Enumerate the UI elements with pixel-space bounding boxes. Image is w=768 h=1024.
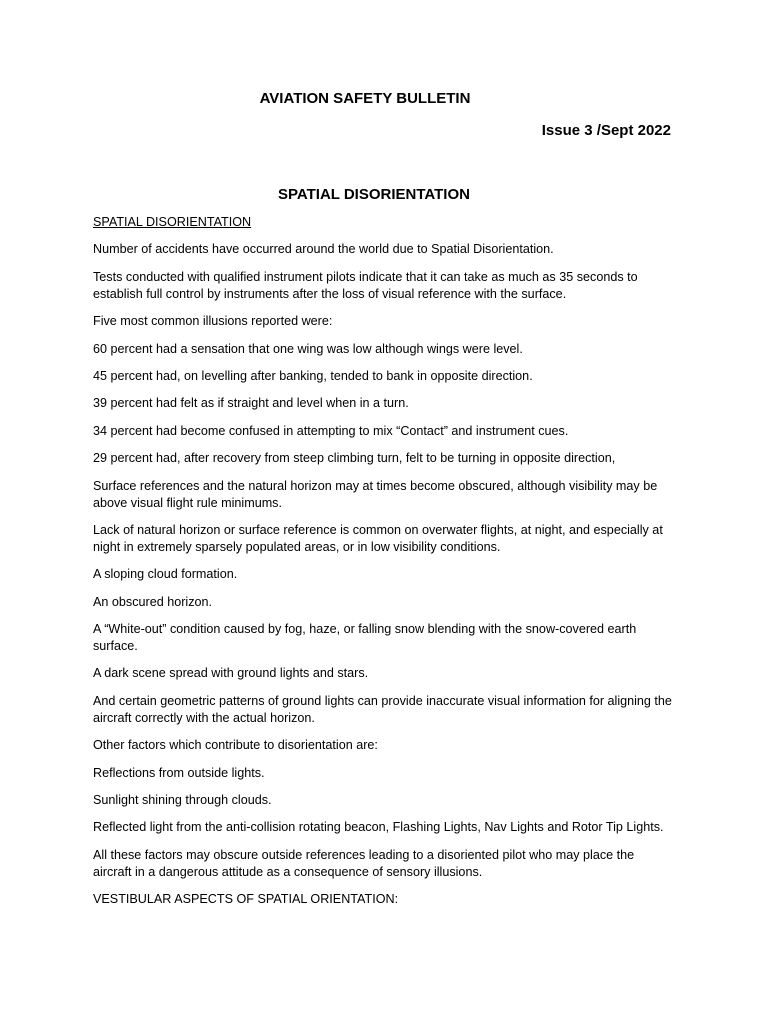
issue-date: Issue 3 /Sept 2022 xyxy=(541,122,671,139)
paragraph: A sloping cloud formation. xyxy=(93,567,238,582)
paragraph: 45 percent had, on levelling after banking, tended to bank in opposite direction. xyxy=(93,368,533,383)
paragraph: Tests conducted with qualified instrument pilots indicate that it can take as much as 35 seconds to establish full control by instruments after the loss of visual reference with the surface. xyxy=(93,269,638,301)
paragraph: Sunlight shining through clouds. xyxy=(93,793,272,808)
paragraph: Reflected light from the anti-collision rotating beacon, Flashing Lights, Nav Lights and Rotor Tip Lights. xyxy=(93,820,664,835)
section-title: SPATIAL DISORIENTATION xyxy=(278,186,470,203)
paragraph: 34 percent had become confused in attempting to mix “Contact” and instrument cues. xyxy=(93,423,569,438)
paragraph: Reflections from outside lights. xyxy=(93,765,265,780)
paragraph: All these factors may obscure outside references leading to a disoriented pilot who may place the aircraft in a dangerous attitude as a consequence of sensory illusions. xyxy=(93,847,635,879)
paragraph: VESTIBULAR ASPECTS OF SPATIAL ORIENTATION: xyxy=(93,892,399,907)
subheading: SPATIAL DISORIENTATION xyxy=(93,215,252,229)
paragraph: Lack of natural horizon or surface reference is common on overwater flights, at night, and especially at night in extremely sparsely populated areas, or in low visibility conditions. xyxy=(93,522,663,554)
body-text xyxy=(93,214,675,919)
paragraph: And certain geometric patterns of ground lights can provide inaccurate visual information for aligning the aircraft correctly with the actual horizon. xyxy=(93,693,672,725)
paragraph: An obscured horizon. xyxy=(93,594,213,609)
paragraph: A dark scene spread with ground lights and stars. xyxy=(93,666,369,681)
paragraph: A “White-out” condition caused by fog, haze, or falling snow blending with the snow-covered earth surface. xyxy=(93,622,637,654)
paragraph: Surface references and the natural horizon may at times become obscured, although visibility may be above visual flight rule minimums. xyxy=(93,478,658,510)
paragraph: 39 percent had felt as if straight and level when in a turn. xyxy=(93,396,409,411)
paragraph: Number of accidents have occurred around the world due to Spatial Disorientation. xyxy=(93,242,554,257)
paragraph: 60 percent had a sensation that one wing was low although wings were level. xyxy=(93,341,523,356)
bulletin-title: AVIATION SAFETY BULLETIN xyxy=(259,90,471,107)
paragraph: 29 percent had, after recovery from steep climbing turn, felt to be turning in opposite direction, xyxy=(93,451,616,466)
paragraph: Five most common illusions reported were: xyxy=(93,314,333,329)
paragraph: Other factors which contribute to disorientation are: xyxy=(93,738,378,753)
